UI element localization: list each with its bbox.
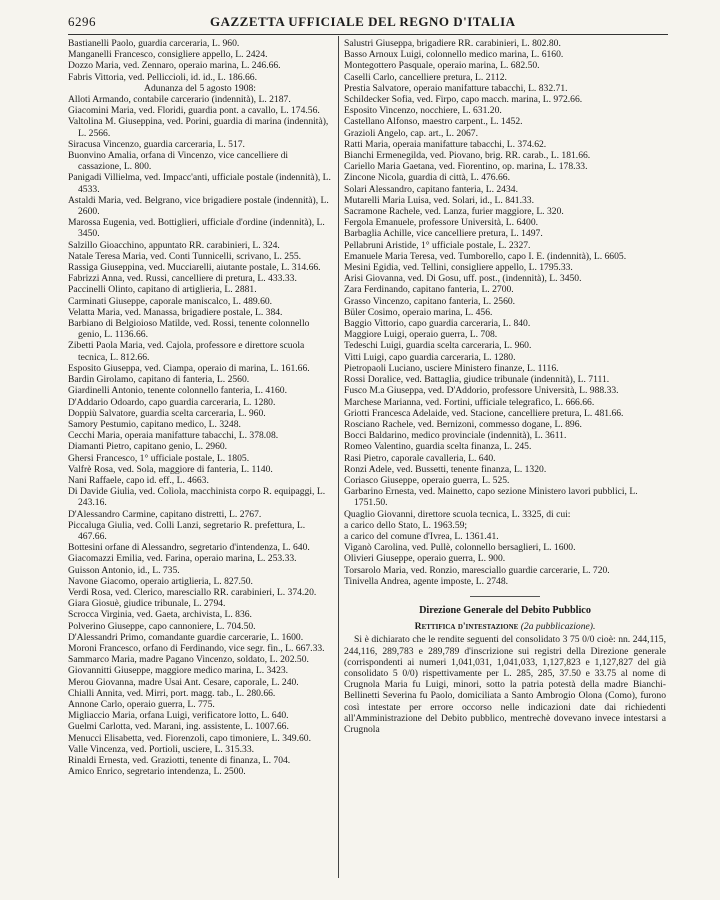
list-item: Giardinelli Antonio, tenente colonnello fanteria, L. 4160. bbox=[68, 385, 287, 397]
list-item: Bocci Baldarino, medico provinciale (indennità), L. 3611. bbox=[344, 430, 567, 442]
list-item: Viganò Carolina, ved. Pullè, colonnello bersaglieri, L. 1600. bbox=[344, 542, 576, 554]
list-item: Zara Ferdinando, capitano fanteria, L. 2700. bbox=[344, 284, 514, 296]
list-item: Giara Giosuè, giudice tribunale, L. 2794. bbox=[68, 598, 226, 610]
list-item: Ratti Maria, operaia manifatture tabacchi, L. 374.62. bbox=[344, 138, 547, 150]
list-item: Romeo Valentino, guardia scelta finanza, L. 245. bbox=[344, 441, 532, 453]
list-item: Prestia Salvatore, operaio manifatture tabacchi, L. 832.71. bbox=[344, 82, 568, 94]
list-item: Caselli Carlo, cancelliere pretura, L. 2112. bbox=[344, 71, 507, 83]
list-item: Manganelli Francesco, consigliere appello, L. 2424. bbox=[68, 49, 268, 61]
list-item: Salzillo Gioacchino, appuntato RR. carabinieri, L. 324. bbox=[68, 239, 280, 251]
list-item: Migliaccio Maria, orfana Luigi, verificatore lotto, L. 640. bbox=[68, 710, 289, 722]
list-item: Polverino Giuseppe, capo cannoniere, L. 704.50. bbox=[68, 620, 256, 632]
list-item: Giacomini Maria, ved. Floridi, guardia pont. a cavallo, L. 174.56. bbox=[68, 105, 320, 117]
list-item: Bastianelli Paolo, guardia carceraria, L. 960. bbox=[68, 38, 240, 49]
list-item: Piccaluga Giulia, ved. Colli Lanzi, segretario R. prefettura, L. 467.66. bbox=[68, 519, 306, 542]
page-number: 6296 bbox=[68, 14, 96, 29]
list-item: D'Alessandri Primo, comandante guardie carcerarie, L. 1600. bbox=[68, 631, 304, 643]
list-item: Montegottero Pasquale, operaio marina, L. 682.50. bbox=[344, 60, 540, 72]
list-item: Rassiga Giuseppina, ved. Mucciarelli, aiutante postale, L. 314.66. bbox=[68, 262, 321, 274]
list-item: Esposito Giuseppa, ved. Ciampa, operaio di marina, L. 161.66. bbox=[68, 362, 310, 374]
list-item: a carico dello Stato, L. 1963.59; bbox=[344, 519, 468, 531]
list-item: Annone Carlo, operaio guerra, L. 775. bbox=[68, 698, 215, 710]
list-item: Valtolina M. Giuseppina, ved. Porini, guardia di marina (indennità), L. 2566. bbox=[68, 116, 329, 139]
list-item: Moroni Francesco, orfano di Ferdinando, vice segr. fin., L. 667.33. bbox=[68, 642, 325, 654]
list-item: Menucci Elisabetta, ved. Fiorenzoli, capo timoniere, L. 349.60. bbox=[68, 732, 311, 744]
list-item: Bottesini orfane di Alessandro, segretario d'intendenza, L. 640. bbox=[68, 542, 310, 554]
list-item: Ghersi Francesco, 1° ufficiale postale, L. 1805. bbox=[68, 452, 250, 464]
list-item: Panigadi Villielma, ved. Impacc'anti, ufficiale postale (indennità), L. 4533. bbox=[68, 172, 331, 195]
list-item: Carminati Giuseppe, caporale maniscalco, L. 489.60. bbox=[68, 295, 273, 307]
list-item: Arisi Giovanna, ved. Di Gosu, uff. post., (indennità), L. 3450. bbox=[344, 273, 582, 285]
list-item: D'Alessandro Carmine, capitano distretti, L. 2767. bbox=[68, 508, 262, 520]
column-divider bbox=[338, 36, 339, 878]
list-item: Basso Arnoux Luigi, colonnello medico marina, L. 6160. bbox=[344, 49, 564, 61]
list-item: Pellabruni Aristide, 1° ufficiale postale, L. 2327. bbox=[344, 239, 531, 251]
list-item: Bardin Girolamo, capitano di fanteria, L. 2560. bbox=[68, 374, 250, 386]
left-entries bbox=[68, 94, 332, 777]
list-item: Doppiù Salvatore, guardia scelta carceraria, L. 960. bbox=[68, 407, 266, 419]
list-item: Emanuele Maria Teresa, ved. Tumborello, capo I. E. (indennità), L. 6605. bbox=[344, 250, 627, 262]
list-item: Salustri Giuseppa, brigadiere RR. carabinieri, L. 802.80. bbox=[344, 38, 561, 49]
list-item: Valle Vincenza, ved. Portioli, usciere, L. 315.33. bbox=[68, 743, 255, 755]
rettifica-note: (2a pubblicazione). bbox=[520, 621, 596, 633]
list-item: Maggiore Luigi, operaio guerra, L. 708. bbox=[344, 329, 498, 341]
list-item: Sammarco Maria, madre Pagano Vincenzo, soldato, L. 202.50. bbox=[68, 654, 309, 666]
list-item: Coriasco Giuseppe, operaio guerra, L. 525. bbox=[344, 474, 510, 486]
list-item: Tedeschi Luigi, guardia scelta carceraria, L. 960. bbox=[344, 340, 532, 352]
list-item: Navone Giacomo, operaio artiglieria, L. 827.50. bbox=[68, 575, 253, 587]
list-item: Paccinelli Olinto, capitano di artiglieria, L. 2881. bbox=[68, 284, 257, 296]
list-item: Olivieri Giuseppe, operaio guerra, L. 900. bbox=[344, 553, 506, 565]
list-item: Diamanti Pietro, capitano genio, L. 2960. bbox=[68, 441, 228, 453]
list-item: Fabrizzi Anna, ved. Russi, cancelliere di pretura, L. 433.33. bbox=[68, 273, 297, 285]
list-item: Alloti Armando, contabile carcerario (indennità), L. 2187. bbox=[68, 94, 291, 106]
list-item: Dozzo Maria, ved. Zennaro, operaio marina, L. 246.66. bbox=[68, 60, 281, 72]
list-item: Cariello Maria Gaetana, ved. Fiorentino, op. marina, L. 178.33. bbox=[344, 161, 588, 173]
adunanza-subheading: Adunanza del 5 agosto 1908: bbox=[144, 82, 256, 94]
list-item: Merou Giovanna, madre Usai Ant. Cesare, caporale, L. 240. bbox=[68, 676, 299, 688]
list-item: Quaglio Giovanni, direttore scuola tecnica, L. 3325, di cui: bbox=[344, 508, 571, 520]
list-item: Mesini Egidia, ved. Tellini, consigliere appello, L. 1795.33. bbox=[344, 262, 573, 274]
list-item: Zibetti Paola Maria, ved. Cajola, professore e direttore scuola tecnica, L. 812.66. bbox=[68, 340, 305, 363]
list-item: Cecchi Maria, operaia manifatture tabacchi, L. 378.08. bbox=[68, 430, 279, 442]
list-item: Bianchi Ermenegilda, ved. Piovano, brig. RR. carab., L. 181.66. bbox=[344, 150, 591, 162]
list-item: Guelmi Carlotta, ved. Marani, ing. assistente, L. 1007.66. bbox=[68, 721, 289, 733]
list-item: Scrocca Virginia, ved. Gaeta, archivista, L. 836. bbox=[68, 609, 252, 621]
section-rule bbox=[470, 596, 540, 597]
list-item: Sacramone Rachele, ved. Lanza, furier maggiore, L. 320. bbox=[344, 206, 564, 218]
list-item: a carico del comune d'Ivrea, L. 1361.41. bbox=[344, 530, 499, 542]
list-item: Esposito Vincenzo, nocchiere, L. 631.20. bbox=[344, 105, 502, 117]
right-entries bbox=[344, 38, 666, 587]
list-item: Buonvino Amalia, orfana di Vincenzo, vice cancelliere di cassazione, L. 800. bbox=[68, 150, 289, 173]
rettifica-label: Rettifica d'intestazione bbox=[414, 621, 519, 633]
list-item: Chialli Annita, ved. Mirri, port. magg. tab., L. 280.66. bbox=[68, 687, 276, 699]
list-item: D'Addario Odoardo, capo guardia carceraria, L. 1280. bbox=[68, 396, 276, 408]
list-item: Marchese Marianna, ved. Fortini, ufficiale telegrafico, L. 666.66. bbox=[344, 396, 595, 408]
right-column bbox=[344, 38, 666, 735]
list-item: Siracusa Vincenzo, guardia carceraria, L. 517. bbox=[68, 138, 245, 150]
list-item: Pietropaoli Luciano, usciere Ministero finanze, L. 1116. bbox=[344, 362, 559, 374]
list-item: Grazioli Angelo, cap. art., L. 2067. bbox=[344, 127, 479, 139]
list-item: Solari Alessandro, capitano fanteria, L. 2434. bbox=[344, 183, 518, 195]
section-title: Direzione Generale del Debito Pubblico bbox=[419, 604, 591, 616]
gazette-title: GAZZETTA UFFICIALE DEL REGNO D'ITALIA bbox=[210, 14, 516, 29]
list-item: Zincone Nicola, guardia di città, L. 476.66. bbox=[344, 172, 510, 184]
list-item: Büler Cosimo, operaio marina, L. 456. bbox=[344, 306, 493, 318]
list-item: Schildecker Sofia, ved. Firpo, capo macch. marina, L. 972.66. bbox=[344, 94, 583, 106]
list-item: Rinaldi Ernesta, ved. Graziotti, tenente di finanza, L. 704. bbox=[68, 755, 291, 766]
list-item: Tinivella Andrea, agente imposte, L. 2748. bbox=[344, 575, 509, 587]
list-item: Giacomazzi Emilia, ved. Farina, operaio marina, L. 253.33. bbox=[68, 553, 297, 565]
list-item: Ronzi Adele, ved. Bussetti, tenente finanza, L. 1320. bbox=[344, 463, 547, 475]
list-item: Vitti Luigi, capo guardia carceraria, L. 1280. bbox=[344, 351, 516, 363]
list-item: Fusco M.a Giuseppa, ved. D'Addorio, professore Università, L. 988.33. bbox=[344, 385, 619, 397]
list-item: Rasi Pietro, caporale cavalleria, L. 640. bbox=[344, 452, 496, 464]
list-item: Amico Enrico, segretario intendenza, L. 2500. bbox=[68, 766, 246, 778]
rettifica-body: Si è dichiarato che le rendite seguenti del consolidato 3 75 0/0 cioè: nn. 244,115, 244,116, 289,783 e 289,789 d'inscrizione sui registri della Direzione generale (corrispondenti ai numeri 1,041,031, 1,041,033, 1,127,823 e 1,127,827 del già consolidato 5 0/0) rispettivamente per L. 285, 285, 37.50 e 33.75 al nome di Crugnola Maria fu Luigi, minori, sotto la patria potestà della madre Bianchi-Bellinetti Severina fu Paolo, domiciliata a Santo Ambrogio Olona (Como), furono così intestate per errore occorso nelle indicazioni date dai richiedenti all'Amministrazione del Debito pubblico, mentrechè dovevano invece intestarsi a Crugnola bbox=[344, 634, 666, 735]
list-item: Torsarolo Maria, ved. Ronzio, maresciallo guardie carcerarie, L. 720. bbox=[344, 564, 610, 576]
list-item: Verdi Rosa, ved. Clerico, maresciallo RR. carabinieri, L. 374.20. bbox=[68, 586, 317, 598]
list-item: Velatta Maria, ved. Manassa, brigadiere postale, L. 384. bbox=[68, 306, 283, 318]
list-item: Fabris Vittoria, ved. Pelliccioli, id. id., L. 186.66. bbox=[68, 71, 257, 83]
rettifica-heading bbox=[344, 621, 666, 632]
list-item: Grasso Vincenzo, capitano fanteria, L. 2560. bbox=[344, 295, 516, 307]
list-item: Fergola Emanuele, professore Università, L. 6400. bbox=[344, 217, 539, 229]
page-header bbox=[68, 14, 668, 30]
list-item: Barbiano di Belgioioso Matilde, ved. Rossi, tenente colonnello genio, L. 1136.66. bbox=[68, 318, 310, 341]
list-item: Baggio Vittorio, capo guardia carceraria, L. 840. bbox=[344, 318, 531, 330]
list-item: Di Davide Giulia, ved. Colìola, macchinista corpo R. equipaggi, L. 243.16. bbox=[68, 486, 326, 509]
list-item: Rossi Doralice, ved. Battaglia, giudice tribunale (indennità), L. 7111. bbox=[344, 374, 610, 386]
list-item: Natale Teresa Maria, ved. Conti Tunnicelli, scrivano, L. 255. bbox=[68, 250, 302, 262]
left-column bbox=[68, 38, 332, 777]
list-item: Rosciano Rachele, ved. Bernizoni, commesso dogane, L. 896. bbox=[344, 418, 582, 430]
list-item: Guisson Antonio, id., L. 735. bbox=[68, 564, 180, 576]
list-item: Griotti Francesca Adelaide, ved. Stacione, cancelliere pretura, L. 481.66. bbox=[344, 407, 624, 419]
list-item: Castellano Alfonso, maestro carpent., L. 1452. bbox=[344, 116, 523, 128]
list-item: Valfrè Rosa, ved. Sola, maggiore di fanteria, L. 1140. bbox=[68, 463, 273, 475]
list-item: Nani Raffaele, capo id. eff., L. 4663. bbox=[68, 474, 209, 486]
list-item: Samory Pestumio, capitano medico, L. 3248. bbox=[68, 418, 241, 430]
header-rule bbox=[68, 34, 668, 35]
list-item: Mutarelli Maria Luisa, ved. Solari, id., L. 841.33. bbox=[344, 194, 534, 206]
list-item: Garbarino Ernesta, ved. Mainetto, capo sezione Ministero lavori pubblici, L. 1751.50. bbox=[344, 486, 638, 509]
list-item: Marossa Eugenia, ved. Bottiglieri, ufficiale d'ordine (indennità), L. 3450. bbox=[68, 217, 325, 240]
list-item: Giovannitti Giuseppe, maggiore medico marina, L. 3423. bbox=[68, 665, 289, 677]
list-item: Astaldi Maria, ved. Belgrano, vice brigadiere postale (indennità), L. 2600. bbox=[68, 194, 329, 218]
list-item: Barbaglia Achille, vice cancelliere pretura, L. 1497. bbox=[344, 228, 543, 240]
left-entries-top bbox=[68, 38, 332, 83]
